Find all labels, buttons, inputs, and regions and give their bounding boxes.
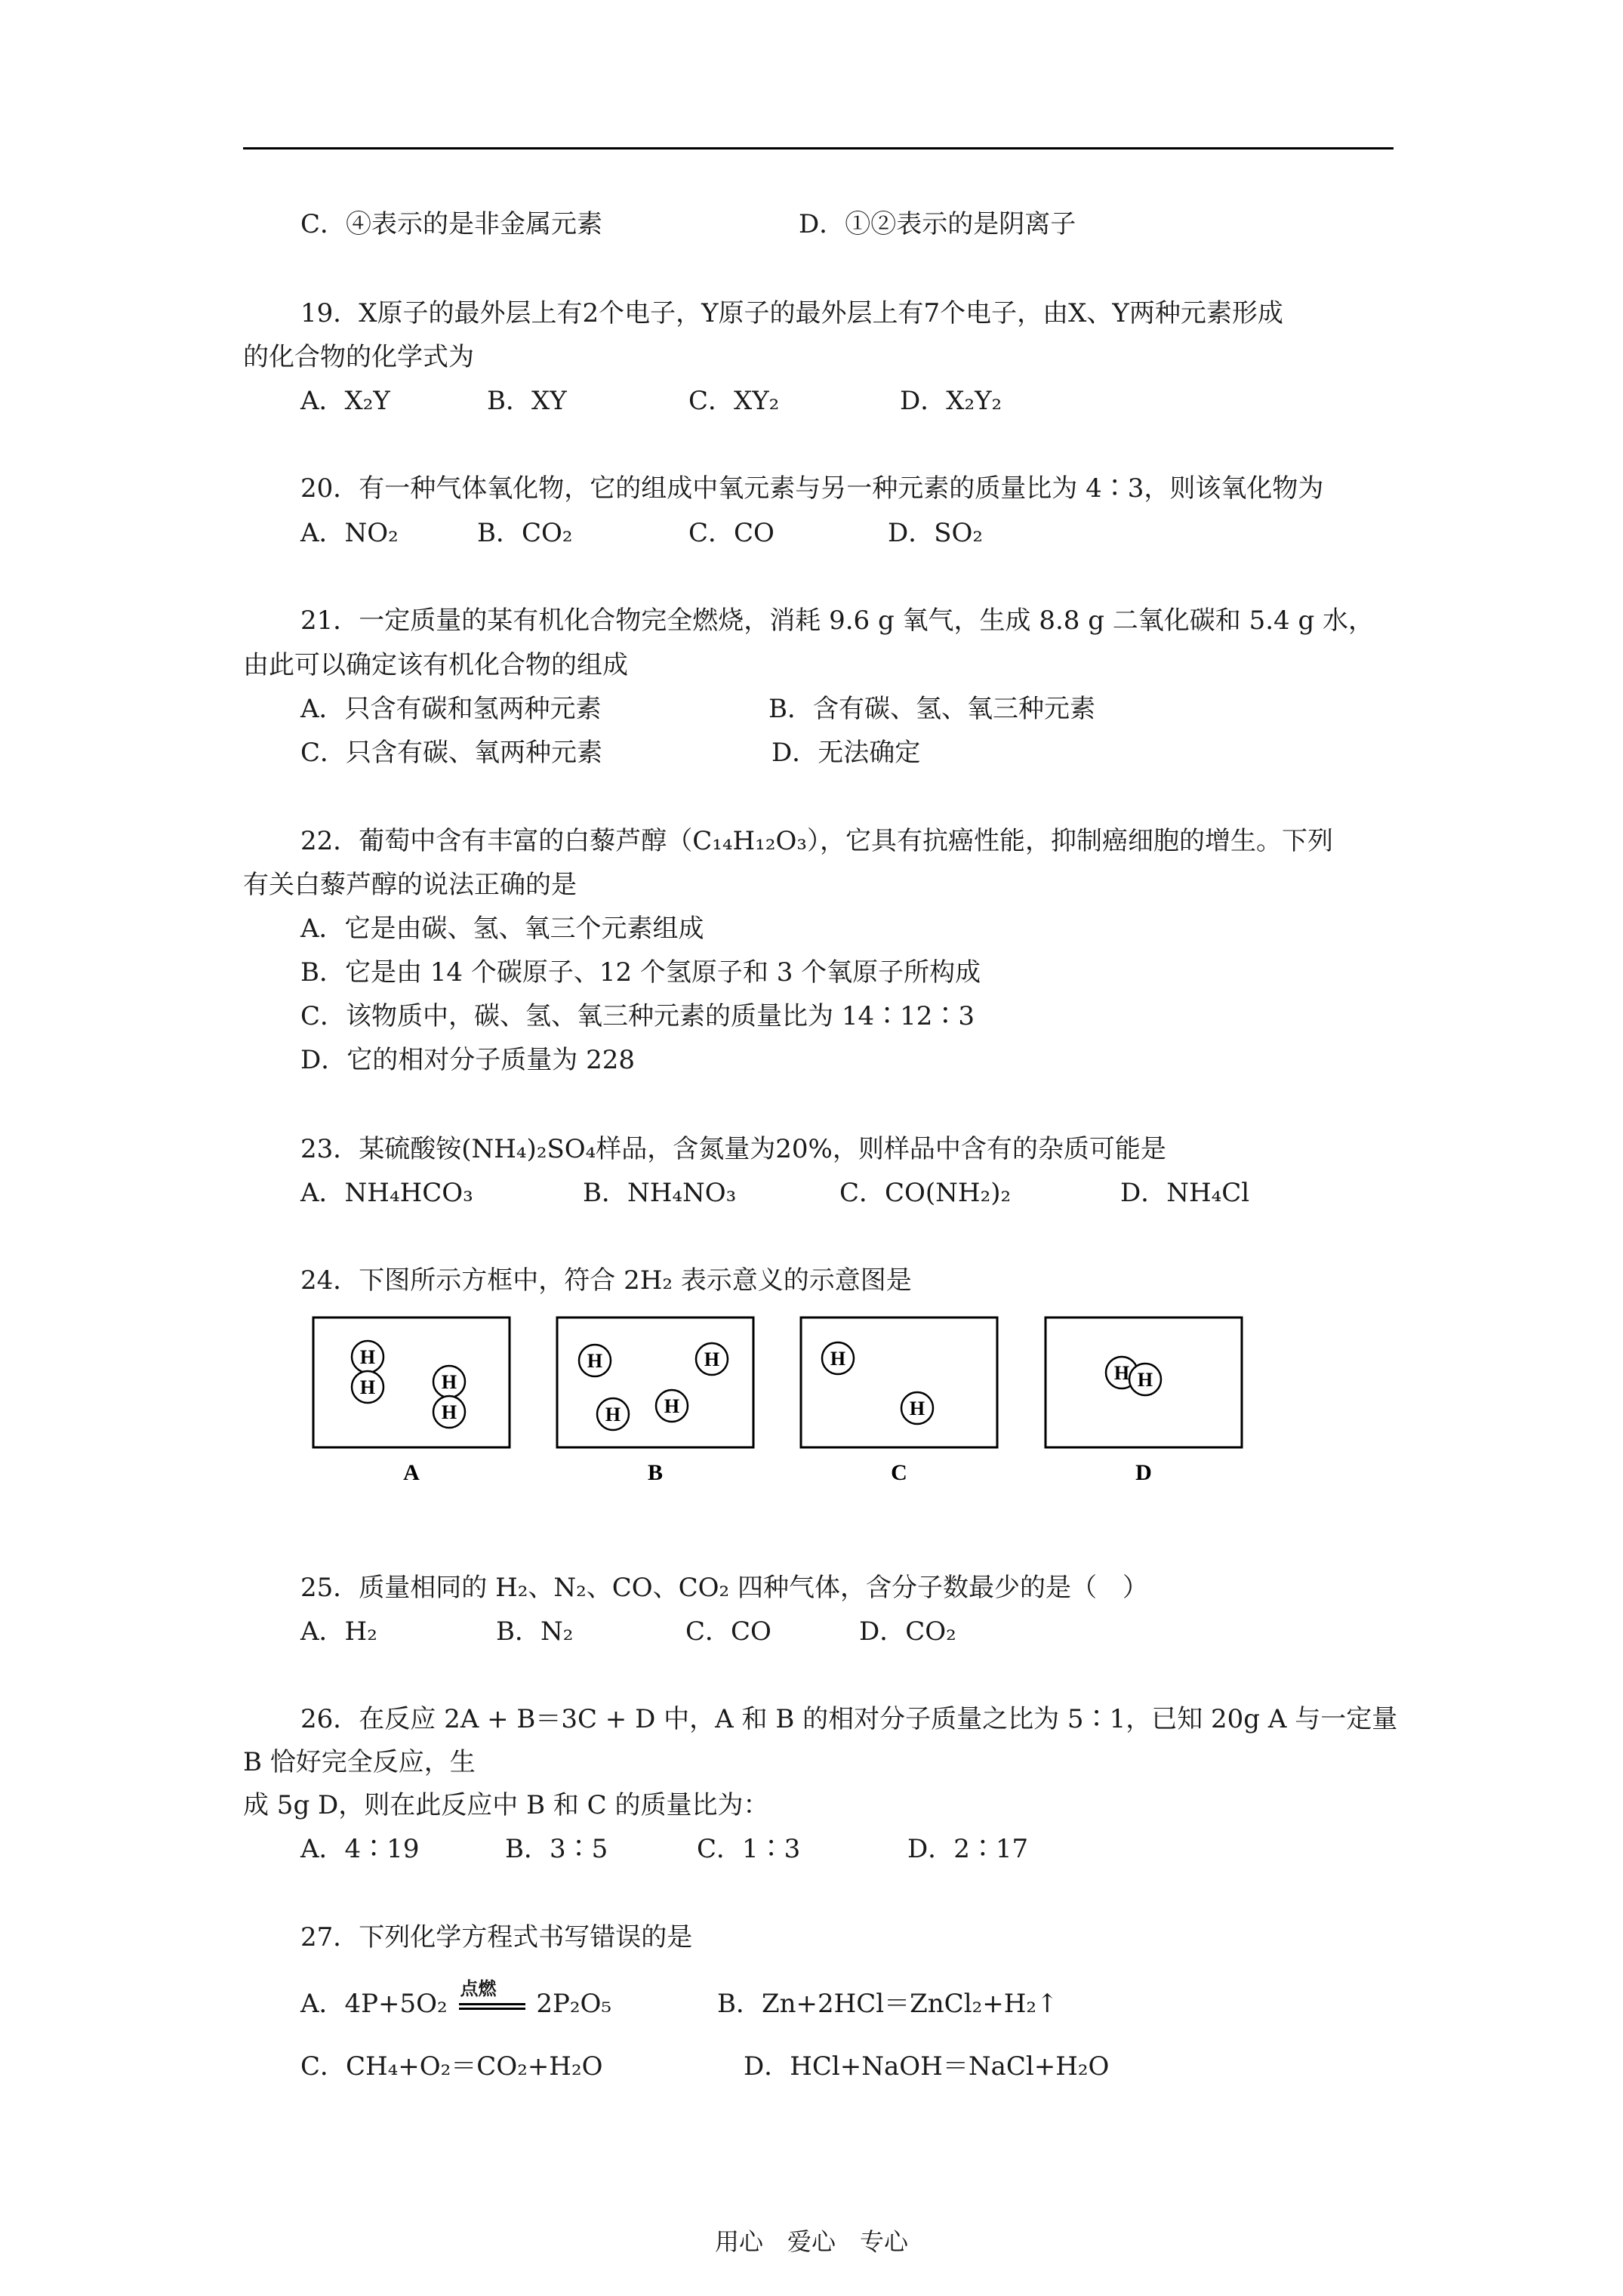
q22-option-a: A．它是由碳、氢、氧三个元素组成 (300, 914, 704, 944)
q25-option-a: A．H₂ (300, 1616, 377, 1647)
q20-option-d: D．SO₂ (888, 518, 984, 548)
q19-option-a: A．X₂Y (300, 386, 390, 416)
q20-option-a: A．NO₂ (300, 518, 399, 548)
h-atom-label: H (1137, 1369, 1153, 1391)
q25-stem: 25．质量相同的 H₂、N₂、CO、CO₂ 四种气体，含分子数最少的是（ ） (300, 1573, 1148, 1603)
h-atom-label: H (359, 1376, 376, 1398)
q23-option-a: A．NH₄HCO₃ (300, 1178, 473, 1208)
q19-stem-line2: 的化合物的化学式为 (243, 342, 474, 372)
h-atom-label: H (704, 1348, 720, 1370)
q26-option-d: D．2∶17 (907, 1834, 1029, 1864)
q22-option-b: B．它是由 14 个碳原子、12 个氢原子和 3 个氧原子所构成 (300, 957, 981, 988)
q21-stem-line1: 21．一定质量的某有机化合物完全燃烧，消耗 9.6 g 氧气，生成 8.8 g 二氧化碳和 5.4 g 水， (300, 606, 1375, 636)
q22-option-c: C．该物质中，碳、氢、氧三种元素的质量比为 14∶12∶3 (300, 1001, 975, 1031)
q23-stem: 23．某硫酸铵(NH₄)₂SO₄样品，含氮量为20%，则样品中含有的杂质可能是 (300, 1134, 1166, 1164)
diagram-box-b-label: B (647, 1460, 664, 1485)
q27-option-a (300, 1978, 611, 2020)
q27-option-b: B．Zn+2HCl＝ZnCl₂+H₂↑ (717, 1989, 1058, 2019)
q22-option-d: D．它的相对分子质量为 228 (300, 1045, 635, 1075)
q26-stem-line2: B 恰好完全反应，生 (243, 1747, 476, 1777)
q18-option-d: D．①②表示的是阴离子 (799, 209, 1076, 239)
diagram-box-b (557, 1318, 753, 1447)
molecule-diagram-figure (310, 1314, 1291, 1487)
ignition-condition-mark (456, 1978, 528, 2020)
q21-option-a: A．只含有碳和氢两种元素 (300, 694, 602, 724)
q27-option-c: C．CH₄+O₂＝CO₂+H₂O (300, 2051, 603, 2082)
q27-option-a-left: A．4P+5O₂ (300, 1989, 448, 2019)
h-atom-label: H (441, 1401, 457, 1423)
q20-option-c: C．CO (688, 518, 775, 548)
h-atom-label: H (587, 1350, 603, 1372)
q23-option-d: D．NH₄Cl (1120, 1178, 1250, 1208)
diagram-box-a-label: A (403, 1460, 420, 1485)
h-atom-label: H (1113, 1362, 1130, 1384)
page-footer: 用心 爱心 专心 (714, 2227, 908, 2256)
q27-stem: 27．下列化学方程式书写错误的是 (300, 1922, 693, 1952)
h-atom-label: H (441, 1371, 457, 1393)
q20-stem: 20．有一种气体氧化物，它的组成中氧元素与另一种元素的质量比为 4∶3，则该氧化物为 (300, 473, 1324, 504)
diagram-box-c (801, 1318, 997, 1447)
q26-option-a: A．4∶19 (300, 1834, 420, 1864)
q19-option-d: D．X₂Y₂ (900, 386, 1002, 416)
q24-stem: 24．下图所示方框中，符合 2H₂ 表示意义的示意图是 (300, 1265, 912, 1296)
diagram-box-a (313, 1318, 510, 1447)
q19-option-c: C．XY₂ (688, 386, 780, 416)
q19-option-b: B．XY (487, 386, 567, 416)
q21-option-d: D．无法确定 (771, 738, 921, 768)
h-atom-label: H (909, 1398, 925, 1419)
q25-option-d: D．CO₂ (859, 1616, 956, 1647)
header-rule (243, 147, 1394, 149)
q23-option-c: C．CO(NH₂)₂ (839, 1178, 1012, 1208)
q23-option-b: B．NH₄NO₃ (583, 1178, 737, 1208)
h-atom-label: H (830, 1348, 846, 1370)
q27-option-d: D．HCl+NaOH＝NaCl+H₂O (744, 2051, 1110, 2082)
q22-stem-line1: 22．葡萄中含有丰富的白藜芦醇（C₁₄H₁₂O₃），它具有抗癌性能，抑制癌细胞的增生。下列 (300, 826, 1333, 856)
diagram-box-d-label: D (1135, 1460, 1152, 1485)
q21-option-c: C．只含有碳、氧两种元素 (300, 738, 603, 768)
q22-stem-line2: 有关白藜芦醇的说法正确的是 (243, 870, 577, 900)
diagram-box-c-label: C (891, 1460, 907, 1485)
q21-option-b: B．含有碳、氢、氧三种元素 (768, 694, 1095, 724)
q26-option-b: B．3∶5 (505, 1834, 608, 1864)
q19-stem-line1: 19．X原子的最外层上有2个电子，Y原子的最外层上有7个电子，由X、Y两种元素形成 (300, 298, 1283, 328)
h-atom-label: H (359, 1346, 376, 1368)
q25-option-b: B．N₂ (496, 1616, 574, 1647)
q27-option-a-right: 2P₂O₅ (536, 1989, 611, 2019)
h-atom-label: H (664, 1395, 680, 1417)
ignition-condition-label: 点燃 (460, 1978, 497, 1999)
q25-option-c: C．CO (685, 1616, 771, 1647)
q20-option-b: B．CO₂ (477, 518, 573, 548)
h-atom-label: H (605, 1404, 621, 1425)
q26-stem-line3: 成 5g D，则在此反应中 B 和 C 的质量比为： (243, 1790, 769, 1820)
q21-stem-line2: 由此可以确定该有机化合物的组成 (243, 650, 628, 680)
q18-option-c: C．④表示的是非金属元素 (300, 209, 603, 239)
q26-stem-line1: 26．在反应 2A + B＝3C + D 中，A 和 B 的相对分子质量之比为 5∶1，已知 20g A 与一定量 (300, 1704, 1398, 1734)
q26-option-c: C．1∶3 (697, 1834, 801, 1864)
